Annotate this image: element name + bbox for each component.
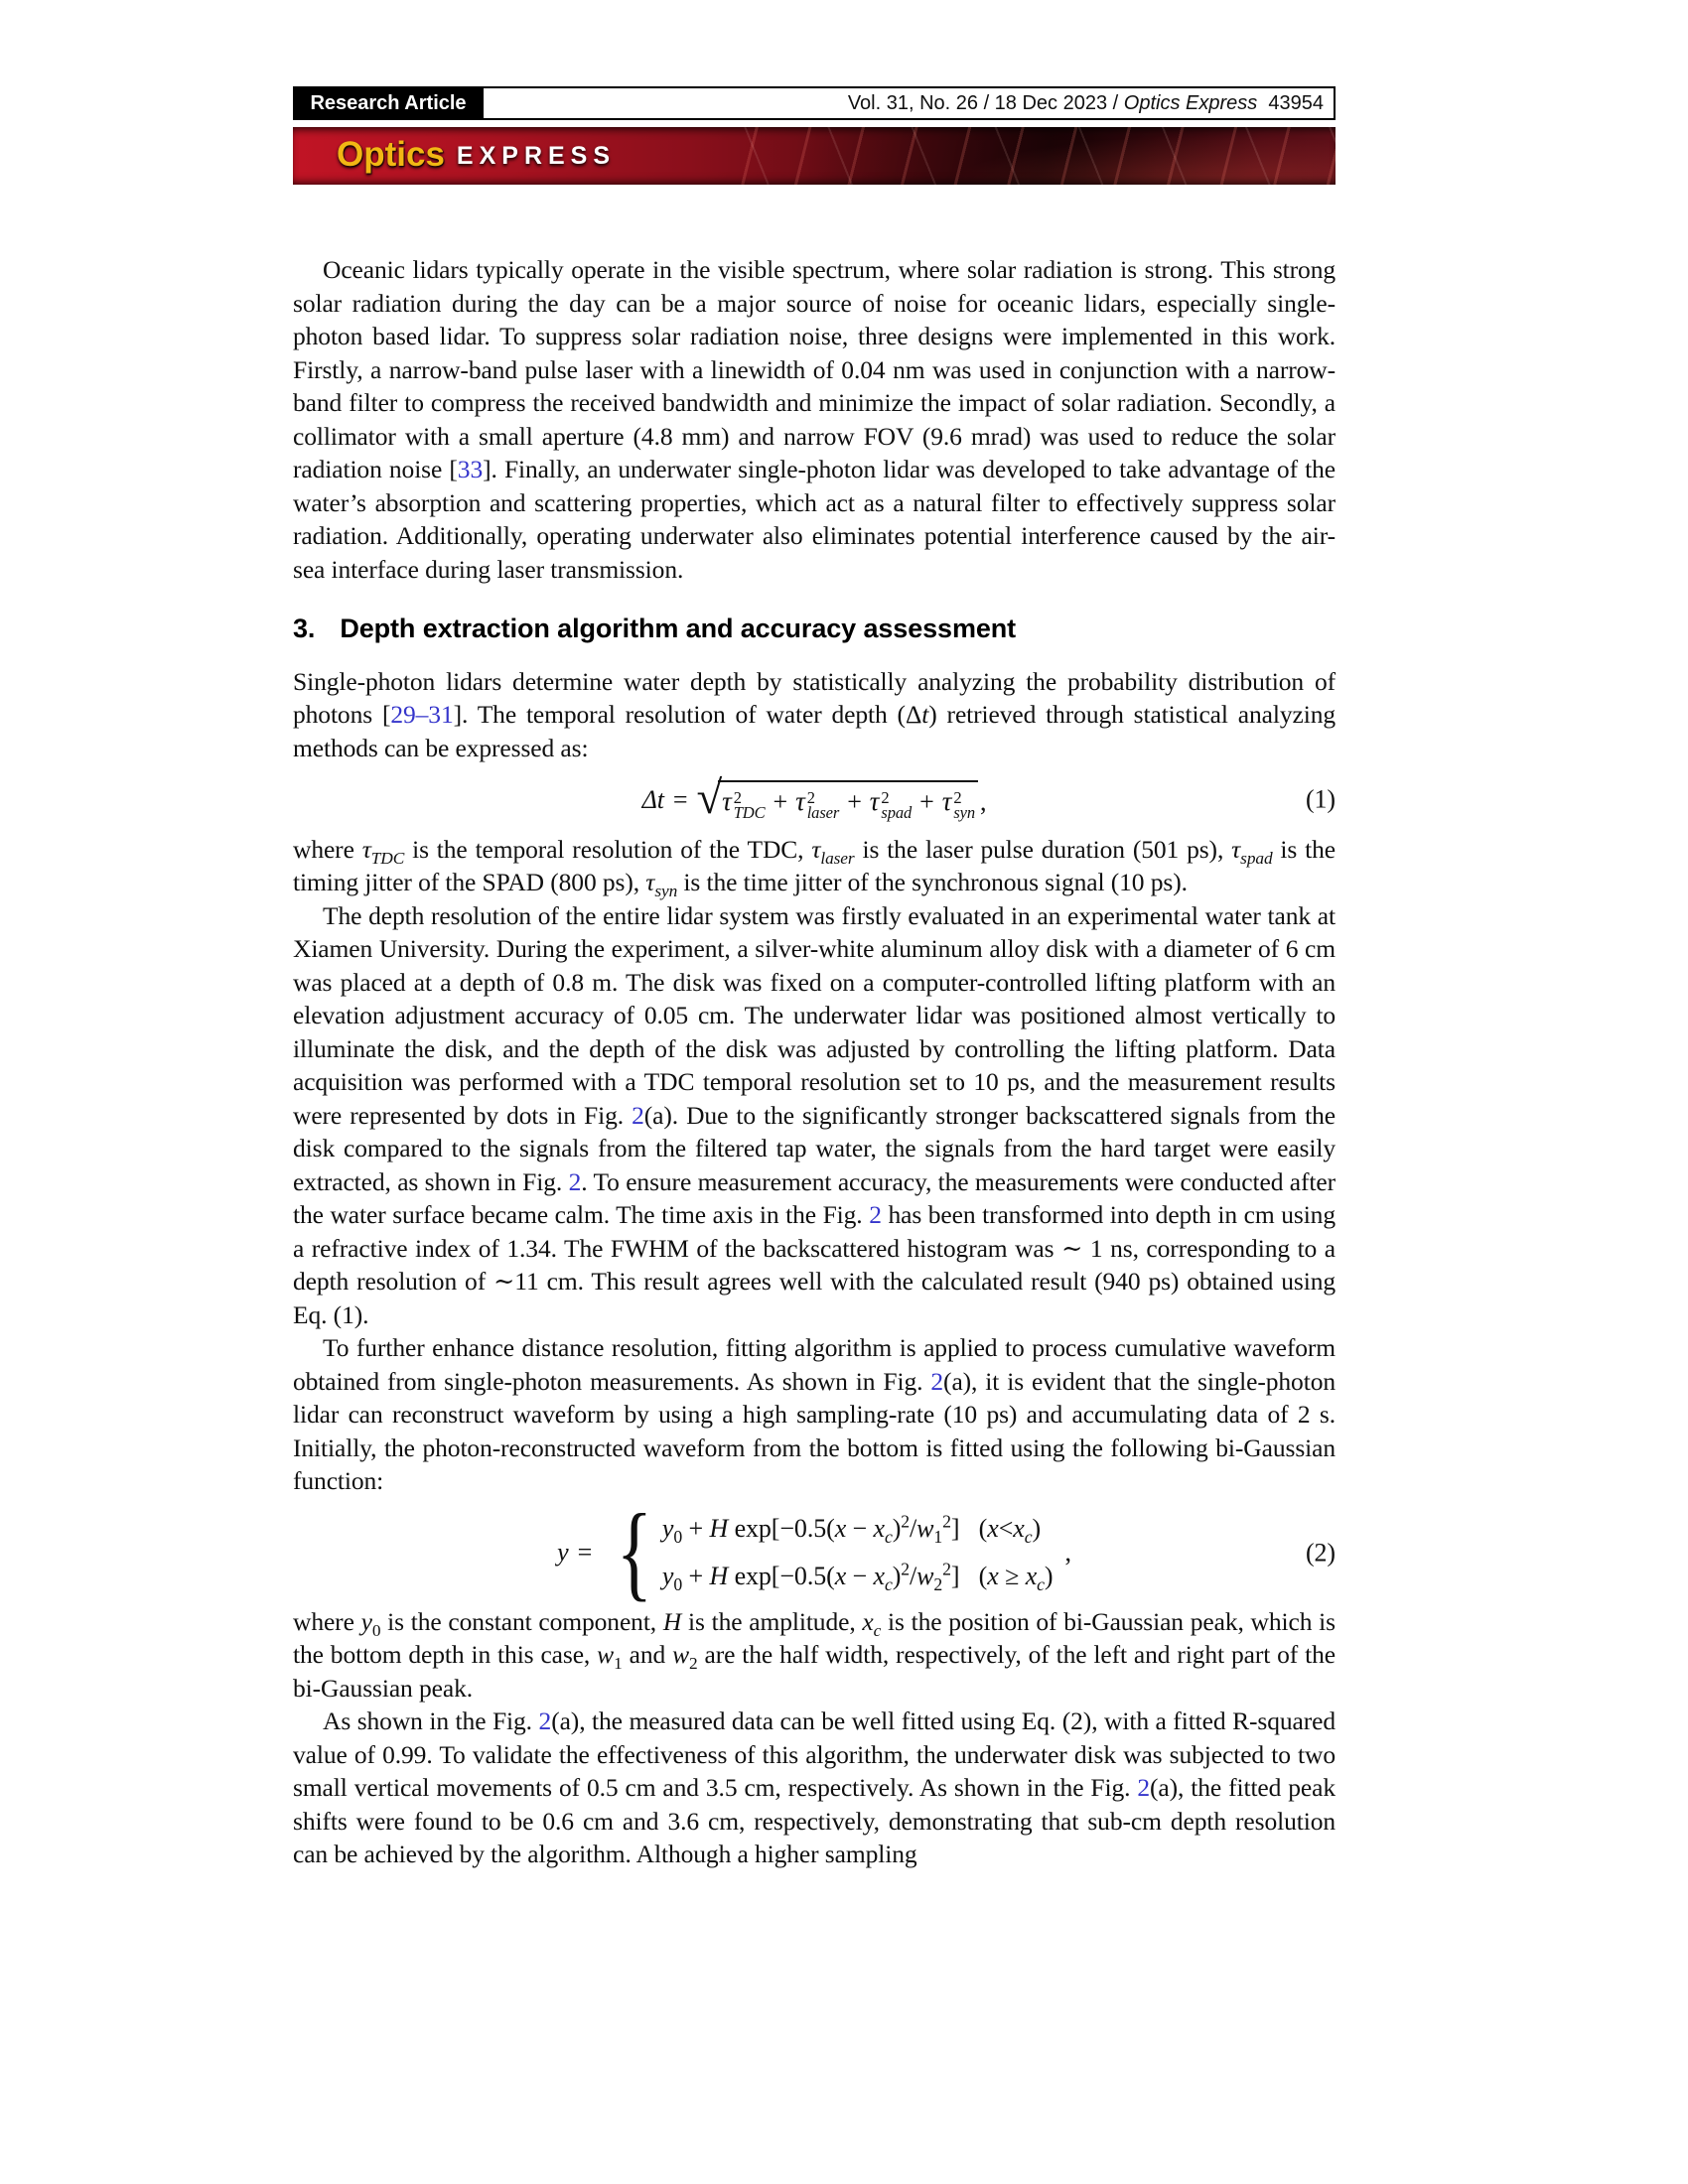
section-title: Depth extraction algorithm and accuracy assessment [340,614,1017,643]
reference-link[interactable]: 2 [568,1166,582,1196]
paragraph-1 [293,253,1336,586]
text-segment: x [1025,1562,1038,1590]
equation-1-radicand [718,780,978,822]
text-segment: w [916,1562,934,1590]
journal-logo-express: EXPRESS [456,141,617,170]
text-segment: τ [361,834,371,864]
text-segment: y [661,1562,674,1590]
text-segment: syn [654,882,678,901]
reference-link[interactable]: 2 [1137,1773,1151,1802]
text-segment: TDC [370,848,405,868]
journal-logo-optics: Optics [337,135,445,174]
text-segment: is the timing jitter of the SPAD (800 ps), [293,834,1336,896]
text-segment: ] [950,1513,960,1543]
text-segment: ) [892,1562,902,1590]
equation-1-term: τ 2 TDC [722,786,766,822]
text-segment: τ [811,834,821,864]
text-segment: H [709,1513,729,1543]
text-segment: x [862,1606,874,1636]
equation-2-case-1 [662,1512,1054,1546]
text-segment: laser [820,848,855,868]
text-segment: t [921,700,929,729]
text-segment: is the temporal resolution of the TDC, [404,834,812,864]
text-segment: where [293,1606,361,1636]
text-segment: Optics Express [1123,91,1258,114]
text-segment: 1 [614,1654,623,1674]
equation-1-number: (1) [1305,784,1336,814]
text-segment: (a). Due to the significantly stronger backscattered signals from the disk compared to the signals from the filtered tap water, the signals from the hard target were easily extracted, as shown in Fig. [293,1100,1336,1196]
equation-2-expression: y = { $y_0 + H$ $\exp[-0.5(x - x_c)^2/w_1^2]$ $(x<x_c)$ $y_0 + H$ $\exp[-0.5(x - x_c)^2/w_2^2]$ $(x \ge x_c)$ , [557,1492,1071,1611]
text-segment: (a), the fitted peak shifts were found to be 0.6 cm and 3.6 cm, respectively, demonstrating that sub-cm depth resolution can be achieved by the algorithm. Although a higher sampling [293,1773,1336,1868]
equation-1-lhs: Δt [641,784,664,814]
text-segment: (a), it is evident that the single-photon lidar can reconstruct waveform by using a high sampling-rate (10 ps) and accumulating data of 2 s. Initially, the photon-reconstructed waveform from the bottom is fitted using the following bi-Gaussian function: [293,1366,1336,1495]
text-segment: c [884,1526,893,1547]
article-type-label: Research Article [310,91,467,114]
text-segment: Oceanic lidars typically operate in the visible spectrum, where solar radiation is strong. This strong solar radiation during the day can be a major source of noise for oceanic lidars, especially single-photon based lidar. To suppress solar radiation noise, three designs were implemented in this work. Firstly, a narrow-band pulse laser with a linewidth of 0.04 nm was used in conjunction with a narrow-band filter to compress the received bandwidth and minimize the impact of solar radiation. Secondly, a collimator with a small aperture (4.8 mm) and narrow FOV (9.6 mrad) was used to reduce the solar radiation noise [ [293,255,1336,483]
text-segment: is the constant component, [380,1606,663,1636]
text-segment: + [682,1562,710,1590]
text-segment: ]. The temporal resolution of water depth ( [453,700,906,729]
text-segment: 1 [933,1526,943,1547]
text-segment: 2 [942,1510,951,1531]
text-segment: ) retrieved through statistical analyzing methods can be expressed as: [293,700,1336,762]
text-segment: is the amplitude, [681,1606,863,1636]
text-segment: x [1013,1513,1025,1543]
text-segment: H [709,1562,729,1590]
equation-2-lhs: y [557,1537,569,1567]
text-segment: To further enhance distance resolution, fitting algorithm is applied to process cumulative waveform obtained from single-photon measurements. As shown in Fig. [293,1333,1336,1396]
text-segment: x [834,1513,847,1543]
text-segment: w [916,1513,934,1543]
text-segment: . To ensure measurement accuracy, the measurements were conducted after the water surface became calm. The time axis in the Fig. [293,1166,1336,1229]
journal-logo [293,127,1336,185]
equation-1-expression: Δt = √ τ 2 TDC + τ 2 laser + τ 2 spad + τ 2 syn , [641,772,987,825]
reference-link[interactable]: 33 [457,455,484,483]
text-segment: x [834,1562,847,1590]
text-segment: As shown in the Fig. [323,1706,539,1735]
text-segment: 0 [673,1574,683,1595]
text-segment: is the position of bi-Gaussian peak, which is the bottom depth in this case, [293,1606,1336,1669]
page-content [293,86,1336,1871]
text-segment: x [987,1513,999,1543]
text-segment: y [661,1513,674,1543]
text-segment: τ [645,868,655,896]
text-segment: ) [1044,1562,1054,1590]
text-segment: Δ [905,700,922,729]
plus-sign: + [919,787,934,816]
paragraph-2 [293,665,1336,765]
text-segment: c [1037,1574,1045,1595]
equation-1 [293,772,1336,825]
text-segment: ) [1032,1513,1042,1543]
text-segment: exp[−0.5( [728,1513,835,1543]
paragraph-6 [293,1605,1336,1706]
text-segment: The depth resolution of the entire lidar system was firstly evaluated in an experimental water tank at Xiamen University. During the experiment, a silver-white aluminum alloy disk with a diameter of 6 cm was placed at a depth of 0.8 m. The disk was fixed on a computer-controlled lifting platform with an elevation adjustment accuracy of 0.05 cm. The underwater lidar was positioned almost vertically to illuminate the disk, and the depth of the disk was adjusted by controlling the lifting platform. Data acquisition was performed with a TDC temporal resolution set to 10 ps, and the measurement results were represented by dots in Fig. [293,900,1336,1130]
paragraph-7 [293,1705,1336,1871]
section-number: 3. [293,614,316,643]
text-segment: / [910,1562,917,1590]
citation-box [484,86,1336,120]
reference-link[interactable]: 29–31 [390,700,454,729]
text-segment: ]. Finally, an underwater single-photon lidar was developed to take advantage of the water’s absorption and scattering properties, which act as a natural filter to effectively suppress solar radiation. Additionally, operating underwater also eliminates potential interference caused by the air-sea interface during laser transmission. [293,455,1336,584]
reference-link[interactable]: 2 [632,1100,644,1130]
text-segment: H [662,1606,682,1636]
text-segment: − [846,1513,874,1543]
text-segment: ( [959,1513,988,1543]
text-segment: (a), the measured data can be well fitted using Eq. (2), with a fitted R-squared value of 0.99. To validate the effectiveness of this algorithm, the underwater disk was subjected to two small vertical movements of 0.5 cm and 3.5 cm, respectively. As shown in the Fig. [293,1706,1336,1802]
text-segment: ] [950,1562,960,1590]
text-segment: is the time jitter of the synchronous signal (10 ps). [677,868,1188,896]
text-segment: where [293,834,362,864]
paragraph-3 [293,833,1336,899]
text-segment: c [1024,1526,1033,1547]
text-segment: + [682,1513,710,1543]
paragraph-5 [293,1331,1336,1498]
text-segment: x [873,1562,885,1590]
equation-2-number: (2) [1305,1537,1336,1567]
text-segment: are the half width, respectively, of the left and right part of the bi-Gaussian peak. [293,1640,1336,1703]
text-segment: c [873,1620,882,1640]
citation-text [848,92,1324,115]
text-segment: 2 [933,1574,943,1595]
reference-link[interactable]: 2 [869,1200,882,1229]
text-segment: spad [1240,848,1273,868]
text-segment: 2 [901,1559,911,1579]
text-segment: has been transformed into depth in cm using a refractive index of 1.34. The FWHM of the backscattered histogram was ∼ 1 ns, corresponding to a depth resolution of ∼11 cm. This result agrees well with the calculated result (940 ps) obtained using Eq. (1). [293,1200,1336,1329]
text-segment: exp[−0.5( [728,1562,835,1590]
text-segment: Single-photon lidars determine water depth by statistically analyzing the probability distribution of photons [ [293,666,1336,729]
text-segment: 0 [371,1620,381,1640]
text-segment: and [622,1640,673,1669]
paragraph-4 [293,899,1336,1332]
text-segment: < [998,1513,1014,1543]
text-segment: 43954 [1257,91,1324,114]
plus-sign: + [847,787,862,816]
equation-2 [293,1492,1336,1611]
reference-link[interactable]: 2 [538,1706,552,1735]
text-segment: Vol. 31, No. 26 / 18 Dec 2023 / [847,91,1124,114]
text-segment: w [672,1640,689,1669]
equation-2-case-2 [662,1560,1054,1593]
equals-sign: = [577,1537,593,1567]
plus-sign: + [773,787,788,816]
equals-sign: = [672,784,688,814]
text-segment: ≥ [998,1562,1026,1590]
text-segment: 2 [901,1510,911,1531]
text-segment: − [846,1562,874,1590]
article-body [293,253,1336,1871]
equation-1-term: τ 2 spad [869,786,913,822]
equation-1-term: τ 2 laser [795,786,840,822]
text-segment: x [873,1513,885,1543]
text-segment: τ [1231,834,1241,864]
section-heading [293,613,1336,646]
text-segment: y [360,1606,372,1636]
text-segment: c [884,1574,893,1595]
text-segment: 0 [673,1526,683,1547]
text-segment: x [987,1562,999,1590]
text-segment: is the laser pulse duration (501 ps), [854,834,1232,864]
text-segment: / [910,1513,917,1543]
header-band [293,86,1336,120]
article-type-badge [293,86,484,120]
text-segment: 2 [942,1559,951,1579]
reference-link[interactable]: 2 [930,1366,944,1396]
text-segment: w [597,1640,615,1669]
equation-2-cases [662,1512,1054,1593]
text-segment: 2 [688,1654,698,1674]
equation-1-term: τ 2 syn [941,786,976,822]
journal-banner [293,127,1336,185]
text-segment: ( [959,1562,988,1590]
text-segment: ) [892,1513,902,1543]
